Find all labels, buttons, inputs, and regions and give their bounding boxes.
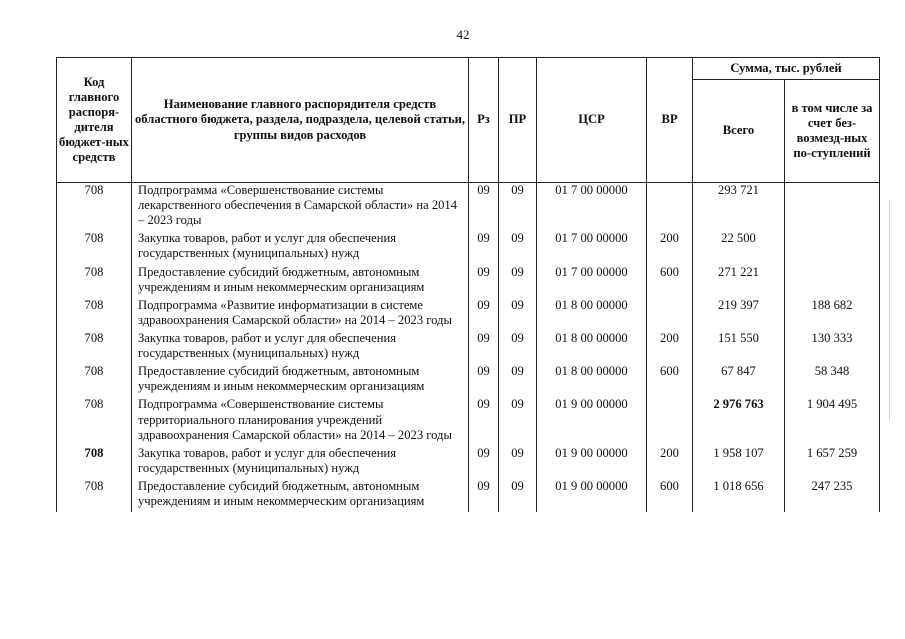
cell-code: 708 [57,265,132,298]
cell-total: 151 550 [693,331,785,364]
cell-grants: 247 235 [785,479,880,512]
cell-vr: 200 [647,446,693,479]
cell-pr: 09 [499,446,537,479]
table-row [57,479,880,512]
cell-grants [785,231,880,264]
cell-rz: 09 [469,446,499,479]
cell-vr: 600 [647,479,693,512]
scan-mark [889,200,890,420]
cell-pr: 09 [499,265,537,298]
cell-code: 708 [57,446,132,479]
cell-name: Предоставление субсидий бюджетным, автономным учреждениям и иным некоммерческим организациям [132,364,469,397]
cell-name: Закупка товаров, работ и услуг для обеспечения государственных (муниципальных) нужд [132,331,469,364]
cell-rz: 09 [469,397,499,445]
cell-rz: 09 [469,183,499,232]
cell-pr: 09 [499,397,537,445]
cell-total: 1 958 107 [693,446,785,479]
cell-vr [647,183,693,232]
cell-grants: 1 657 259 [785,446,880,479]
cell-rz: 09 [469,331,499,364]
cell-csr: 01 9 00 00000 [537,479,647,512]
cell-csr: 01 8 00 00000 [537,364,647,397]
header-vr: ВР [647,58,693,183]
cell-grants [785,265,880,298]
cell-total: 293 721 [693,183,785,232]
table-row [57,183,880,232]
cell-csr: 01 9 00 00000 [537,446,647,479]
table-row [57,265,880,298]
cell-name: Подпрограмма «Совершенствование системы территориального планирования учреждений здравоохранения Самарской области» на 2014 – 2023 годы [132,397,469,445]
cell-pr: 09 [499,479,537,512]
cell-rz: 09 [469,231,499,264]
cell-code: 708 [57,298,132,331]
cell-pr: 09 [499,298,537,331]
cell-code: 708 [57,231,132,264]
cell-code: 708 [57,397,132,445]
cell-vr: 200 [647,231,693,264]
cell-total: 67 847 [693,364,785,397]
cell-vr [647,397,693,445]
cell-name: Закупка товаров, работ и услуг для обеспечения государственных (муниципальных) нужд [132,446,469,479]
header-name: Наименование главного распорядителя средств областного бюджета, раздела, подраздела, целевой статьи, группы видов расходов [132,58,469,183]
cell-rz: 09 [469,479,499,512]
cell-csr: 01 7 00 00000 [537,231,647,264]
cell-vr: 600 [647,364,693,397]
cell-code: 708 [57,183,132,232]
header-total: Всего [693,80,785,183]
table-row [57,446,880,479]
cell-name: Предоставление субсидий бюджетным, автономным учреждениям и иным некоммерческим организациям [132,479,469,512]
cell-pr: 09 [499,364,537,397]
cell-csr: 01 7 00 00000 [537,265,647,298]
header-rz: Рз [469,58,499,183]
table-row [57,397,880,445]
cell-rz: 09 [469,265,499,298]
cell-rz: 09 [469,364,499,397]
cell-name: Закупка товаров, работ и услуг для обеспечения государственных (муниципальных) нужд [132,231,469,264]
cell-pr: 09 [499,183,537,232]
cell-csr: 01 8 00 00000 [537,331,647,364]
cell-grants: 130 333 [785,331,880,364]
table-row [57,298,880,331]
cell-grants [785,183,880,232]
budget-table [56,57,880,512]
cell-name: Предоставление субсидий бюджетным, автономным учреждениям и иным некоммерческим организациям [132,265,469,298]
cell-csr: 01 9 00 00000 [537,397,647,445]
cell-grants: 188 682 [785,298,880,331]
table-row [57,364,880,397]
cell-code: 708 [57,479,132,512]
page-number: 42 [456,27,470,42]
cell-grants: 1 904 495 [785,397,880,445]
cell-total: 2 976 763 [693,397,785,445]
header-sum-group: Сумма, тыс. рублей [693,58,880,80]
table-row [57,331,880,364]
cell-name: Подпрограмма «Совершенствование системы лекарственного обеспечения в Самарской области» на 2014 – 2023 годы [132,183,469,232]
cell-code: 708 [57,331,132,364]
cell-total: 271 221 [693,265,785,298]
cell-total: 219 397 [693,298,785,331]
cell-vr [647,298,693,331]
cell-pr: 09 [499,231,537,264]
cell-total: 1 018 656 [693,479,785,512]
cell-vr: 600 [647,265,693,298]
cell-csr: 01 7 00 00000 [537,183,647,232]
cell-total: 22 500 [693,231,785,264]
cell-grants: 58 348 [785,364,880,397]
cell-rz: 09 [469,298,499,331]
cell-csr: 01 8 00 00000 [537,298,647,331]
header-pr: ПР [499,58,537,183]
header-grants: в том числе за счет без-возмезд-ных по-ступлений [785,80,880,183]
cell-vr: 200 [647,331,693,364]
cell-name: Подпрограмма «Развитие информатизации в системе здравоохранения Самарской области» на 2014 – 2023 годы [132,298,469,331]
cell-code: 708 [57,364,132,397]
table-body [57,183,880,513]
header-csr: ЦСР [537,58,647,183]
header-code: Код главного распоря-дителя бюджет-ных средств [57,58,132,183]
table-row [57,231,880,264]
cell-pr: 09 [499,331,537,364]
